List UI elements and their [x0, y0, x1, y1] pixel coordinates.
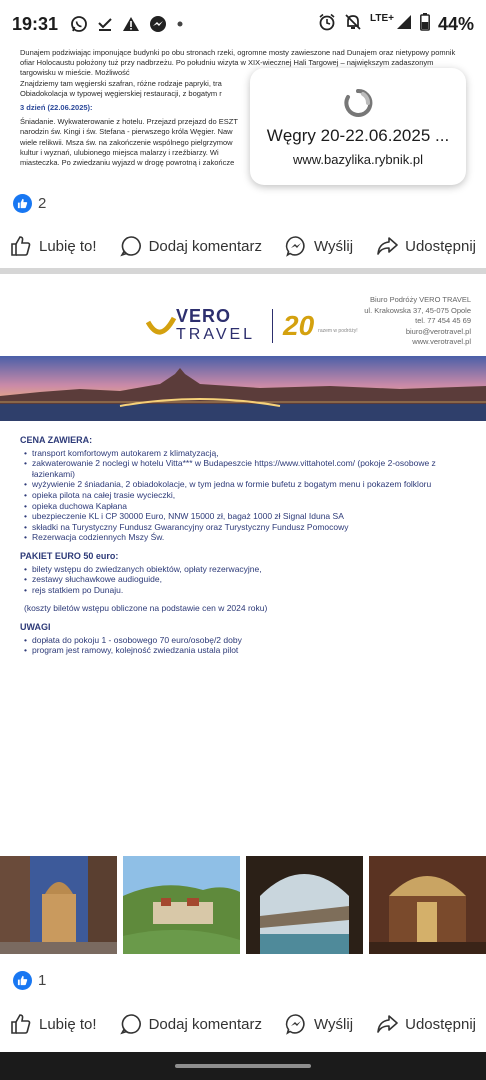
- share-icon: [376, 235, 398, 257]
- mute-icon: [344, 13, 362, 36]
- thumb-up-icon: [10, 235, 32, 257]
- status-right: [318, 13, 474, 36]
- itinerary-para-1: Dunajem podziwiając imponujące budynki po obu stronach rzeki, ogromne mosty zawieszone nad Dunajem oraz nietypowy pomnik ofiar Holocaustu położony tuż przy nadbrzeżu. Po południu wizyta w XIX-wiecznej Hali Targowej – największym zadaszonym targowisku w mieście. Możliwość: [20, 48, 456, 78]
- logo-anniversary: 20: [283, 310, 315, 341]
- status-time: 19:31: [12, 13, 59, 34]
- logo-word-2: TRAVEL: [176, 326, 256, 343]
- remarks-item: • dopłata do pokoju 1 - osobowego 70 euro/osobę/2 doby: [24, 635, 470, 646]
- post-2-flyer-image[interactable]: [0, 278, 486, 848]
- price-item: • opieka duchowa Kapłana: [24, 501, 470, 512]
- price-item: • zakwaterowanie 2 noclegi w hotelu Vitta*** w Budapeszcie https://www.vittahotel.com/ (pokoje 2-osobowe z łazienkami): [24, 458, 470, 479]
- itinerary-para-2d: kultur i wyznań, ulubionego miejsca malarzy i rzeźbiarzy. Wi: [20, 147, 219, 157]
- office-contact: [364, 295, 471, 348]
- comment-icon: [120, 235, 142, 257]
- budapest-panorama-photo: [0, 356, 486, 421]
- warning-icon: [122, 16, 140, 32]
- package-item: • zestawy słuchawkowe audioguide,: [24, 574, 470, 585]
- system-nav-bar: [0, 1052, 486, 1080]
- post-1-actions: [0, 226, 486, 266]
- package-item: • bilety wstępu do zwiedzanych obiektów, opłaty rezerwacyjne,: [24, 564, 470, 575]
- vero-travel-logo: [146, 306, 358, 346]
- messenger-send-icon: [285, 1013, 307, 1035]
- battery-icon: [420, 13, 430, 36]
- remarks-list: [20, 635, 470, 656]
- package-note: (koszty biletów wstępu obliczone na podstawie cen w 2024 roku): [24, 603, 268, 614]
- share-button[interactable]: [376, 235, 476, 257]
- send-button[interactable]: [285, 1013, 353, 1035]
- send-label: Wyślij: [314, 237, 354, 255]
- status-bar: [0, 0, 486, 48]
- comment-icon: [120, 1013, 142, 1035]
- logo-word-1: VERO: [176, 306, 232, 326]
- post-2-photo-strip: [0, 856, 486, 954]
- share-button[interactable]: [376, 1013, 476, 1035]
- home-gesture-handle[interactable]: [175, 1064, 311, 1068]
- thumb-up-icon: [13, 194, 32, 213]
- itinerary-para-2b: narodzin św. Kingi i św. Stefana - pierwszego króla Węgier. Naw: [20, 127, 233, 137]
- itinerary-para-1b: Znajdziemy tam węgierski szafran, różne rodzaje papryki, tra: [20, 78, 222, 88]
- like-label: Lubię to!: [39, 237, 97, 255]
- esztergom-town-photo[interactable]: [123, 856, 240, 954]
- link-title: Węgry 20-22.06.2025 ...: [266, 126, 450, 145]
- messenger-send-icon: [285, 235, 307, 257]
- post-1-reactions[interactable]: [13, 194, 46, 213]
- office-line: ul. Krakowska 37, 45-075 Opole: [364, 305, 471, 315]
- price-heading: CENA ZAWIERA:: [20, 435, 93, 445]
- comment-button[interactable]: [120, 235, 262, 257]
- dot-icon: [176, 20, 184, 28]
- comment-label: Dodaj komentarz: [148, 1015, 262, 1033]
- price-item: • opieka pilota na całej trasie wycieczki,: [24, 490, 470, 501]
- share-label: Udostępnij: [405, 237, 476, 255]
- package-item: • rejs statkiem po Dunaju.: [24, 585, 470, 596]
- price-item: • Rezerwacja codziennych Mszy Św.: [24, 532, 470, 543]
- logo-separator: [272, 309, 273, 343]
- battery-percent: 44%: [437, 13, 474, 34]
- whatsapp-icon: [70, 15, 88, 33]
- signal-icon: [396, 14, 412, 35]
- post-divider: [0, 268, 486, 274]
- post-2-actions: [0, 1004, 486, 1044]
- bridge-photo[interactable]: [246, 856, 363, 954]
- link-url: www.bazylika.rybnik.pl: [292, 152, 424, 167]
- flyer-details: [20, 435, 470, 656]
- itinerary-para-2c: wiele relikwii. Msza św. na zakończenie wspólnego pielgrzymow: [20, 137, 233, 147]
- send-button[interactable]: [285, 235, 353, 257]
- thumb-up-icon: [10, 1013, 32, 1035]
- like-button[interactable]: [10, 1013, 97, 1035]
- logo-tagline: razem w podróży!: [318, 328, 358, 334]
- price-list: [20, 448, 470, 543]
- price-item: • transport komfortowym autokarem z klimatyzacją,: [24, 448, 470, 459]
- office-line: www.verotravel.pl: [412, 337, 471, 346]
- alarm-icon: [318, 13, 336, 36]
- remarks-heading: UWAGI: [20, 621, 51, 632]
- price-item: • składki na Turystyczny Fundusz Gwarancyjny oraz Turystyczny Fundusz Pomocowy: [24, 522, 470, 533]
- comment-button[interactable]: [120, 1013, 262, 1035]
- office-line: Biuro Podróży VERO TRAVEL: [369, 295, 471, 304]
- share-icon: [376, 1013, 398, 1035]
- reaction-count: 1: [38, 972, 47, 989]
- thumb-up-icon: [13, 971, 32, 990]
- itinerary-para-2e: miasteczka. Po zwiedzaniu wyjazd w drogę powrotną i zakończe: [20, 158, 235, 168]
- share-label: Udostępnij: [405, 1015, 476, 1033]
- reaction-count: 2: [38, 195, 47, 212]
- package-heading: PAKIET EURO 50 euro:: [20, 550, 119, 561]
- messenger-icon: [149, 15, 167, 33]
- like-button[interactable]: [10, 235, 97, 257]
- price-item: • ubezpieczenie KL i CP 30000 Euro, NNW 15000 zł, bagaż 1000 zł Signal Iduna SA: [24, 511, 470, 522]
- loading-spinner-icon: [343, 88, 373, 118]
- church-interior-photo[interactable]: [369, 856, 486, 954]
- logo-mark: [146, 306, 256, 346]
- price-item: • wyżywienie 2 śniadania, 2 obiadokolacje, w tym jedna w formie bufetu z bogatym menu i pokazem folkloru: [24, 479, 470, 490]
- itinerary-para-2: Śniadanie. Wykwaterowanie z hotelu. Przejazd przejazd do ESZT: [20, 117, 238, 127]
- basilica-street-photo[interactable]: [0, 856, 117, 954]
- like-label: Lubię to!: [39, 1015, 97, 1033]
- network-label: LTE+: [369, 12, 394, 24]
- send-label: Wyślij: [314, 1015, 354, 1033]
- office-line: tel. 77 454 45 69: [415, 316, 471, 325]
- day-label: 3 dzień (22.06.2025):: [20, 103, 93, 113]
- comment-label: Dodaj komentarz: [148, 237, 262, 255]
- remarks-item: • program jest ramowy, kolejność zwiedzania ustala pilot: [24, 645, 470, 656]
- itinerary-para-1c: Obiadokolacja w typowej węgierskiej restauracji, z bogatym r: [20, 88, 222, 98]
- office-line: biuro@verotravel.pl: [405, 326, 471, 336]
- post-2-reactions[interactable]: [13, 971, 46, 990]
- package-list: [20, 564, 470, 596]
- link-preview-card[interactable]: [250, 68, 466, 185]
- check-download-icon: [97, 16, 113, 32]
